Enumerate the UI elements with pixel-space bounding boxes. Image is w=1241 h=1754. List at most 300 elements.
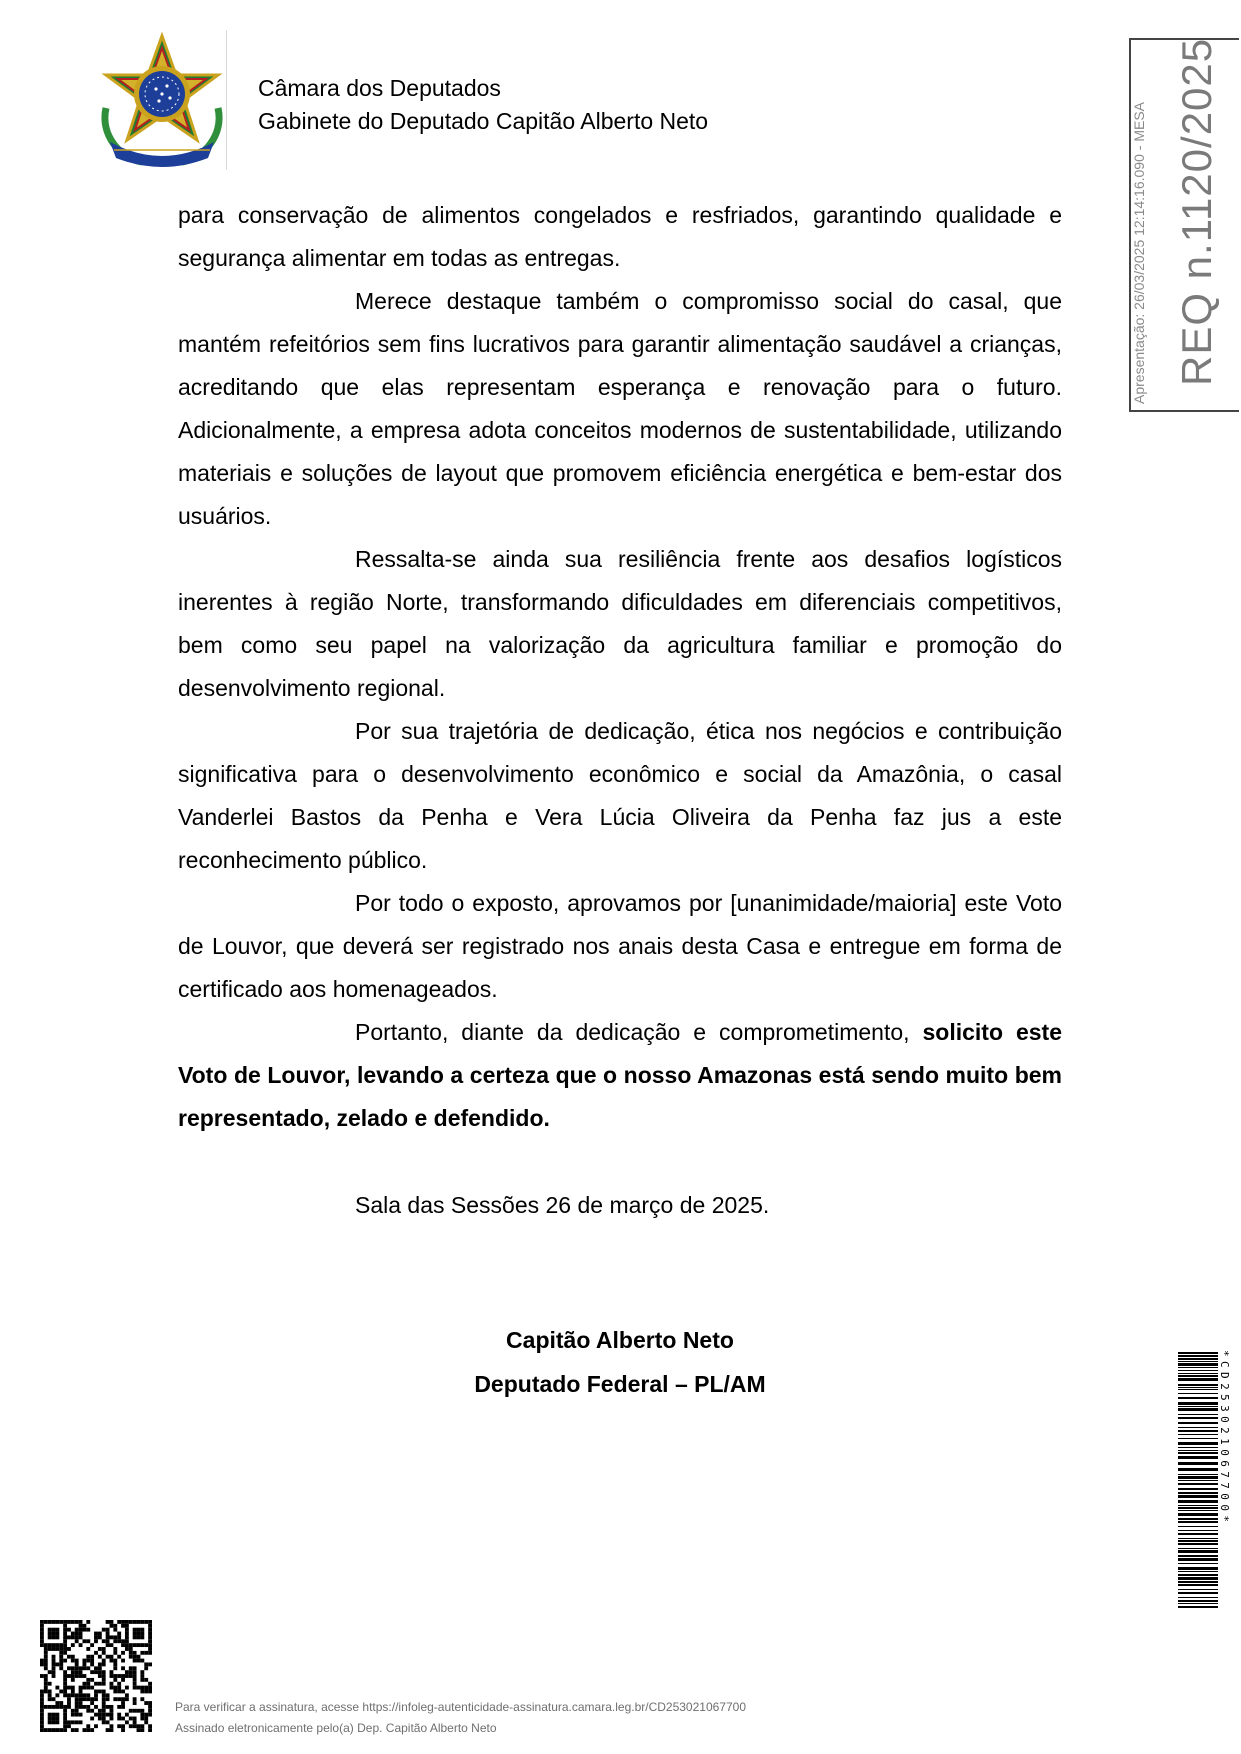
verification-footer (175, 1697, 746, 1739)
barcode-bar (1178, 1581, 1218, 1583)
qr-module (71, 1632, 75, 1636)
qr-module (82, 1674, 86, 1678)
qr-module (102, 1670, 106, 1674)
qr-module (63, 1709, 67, 1713)
qr-module (55, 1701, 59, 1705)
barcode-bar (1178, 1574, 1218, 1576)
qr-module (52, 1728, 56, 1732)
qr-module (67, 1705, 71, 1709)
qr-module (48, 1670, 52, 1674)
qr-module (67, 1686, 71, 1690)
qr-module (59, 1705, 63, 1709)
qr-module (98, 1717, 102, 1721)
qr-module (94, 1632, 98, 1636)
qr-module (79, 1686, 83, 1690)
barcode-bar (1178, 1518, 1218, 1520)
barcode-bar (1178, 1548, 1218, 1549)
qr-module (110, 1686, 114, 1690)
barcode-bar (1178, 1408, 1218, 1411)
qr-module (63, 1651, 67, 1655)
qr-module (117, 1705, 121, 1709)
qr-module (125, 1639, 129, 1643)
qr-module (148, 1690, 152, 1694)
qr-module (148, 1705, 152, 1709)
barcode-bar (1178, 1462, 1218, 1465)
qr-module (110, 1724, 114, 1728)
barcode-bar (1178, 1427, 1218, 1428)
qr-module (82, 1659, 86, 1663)
qr-module (67, 1628, 71, 1632)
qr-module (90, 1659, 94, 1663)
qr-module (75, 1697, 79, 1701)
qr-module (44, 1666, 48, 1670)
qr-module (140, 1686, 144, 1690)
qr-module (137, 1728, 141, 1732)
qr-module (117, 1724, 121, 1728)
qr-module (140, 1674, 144, 1678)
qr-module (140, 1651, 144, 1655)
qr-code-icon[interactable] (40, 1620, 152, 1732)
qr-module (55, 1713, 59, 1717)
qr-module (44, 1651, 48, 1655)
qr-module (55, 1686, 59, 1690)
qr-module (63, 1643, 67, 1647)
qr-module (148, 1686, 152, 1690)
qr-module (44, 1705, 48, 1709)
barcode-bar (1178, 1387, 1218, 1388)
barcode-bar (1178, 1438, 1218, 1439)
qr-module (94, 1690, 98, 1694)
verify-link-text[interactable]: Para verificar a assinatura, acesse https://infoleg-autenticidade-assinatura.camara.leg.br/CD253021067700 (175, 1700, 746, 1714)
qr-module (106, 1635, 110, 1639)
qr-module (121, 1728, 125, 1732)
qr-module (121, 1643, 125, 1647)
qr-module (113, 1662, 117, 1666)
qr-module (44, 1682, 48, 1686)
qr-module (52, 1720, 56, 1724)
qr-module (148, 1682, 152, 1686)
qr-module (121, 1724, 125, 1728)
barcode-bar (1178, 1447, 1218, 1448)
qr-module (144, 1643, 148, 1647)
qr-module (79, 1632, 83, 1636)
qr-module (113, 1635, 117, 1639)
qr-module (48, 1690, 52, 1694)
qr-module (117, 1639, 121, 1643)
barcode-bar (1178, 1600, 1218, 1602)
qr-module (52, 1643, 56, 1647)
qr-module (71, 1713, 75, 1717)
qr-module (148, 1701, 152, 1705)
qr-module (71, 1693, 75, 1697)
qr-module (52, 1655, 56, 1659)
qr-module (117, 1690, 121, 1694)
qr-module (98, 1682, 102, 1686)
qr-module (129, 1724, 133, 1728)
qr-module (94, 1697, 98, 1701)
qr-module (52, 1659, 56, 1663)
qr-module (113, 1678, 117, 1682)
qr-module (110, 1709, 114, 1713)
qr-module (102, 1690, 106, 1694)
qr-module (106, 1693, 110, 1697)
qr-module (75, 1639, 79, 1643)
qr-module (137, 1686, 141, 1690)
qr-module (125, 1632, 129, 1636)
qr-module (52, 1697, 56, 1701)
barcode-bar (1178, 1358, 1218, 1360)
barcode-bar (1178, 1430, 1218, 1432)
qr-module (75, 1659, 79, 1663)
qr-module (110, 1655, 114, 1659)
qr-module (67, 1701, 71, 1705)
qr-module (129, 1674, 133, 1678)
qr-module (148, 1713, 152, 1717)
barcode-bar (1178, 1526, 1218, 1527)
qr-module (75, 1720, 79, 1724)
qr-module (40, 1690, 44, 1694)
qr-module (59, 1701, 63, 1705)
barcode-bar (1178, 1434, 1218, 1435)
qr-module (63, 1678, 67, 1682)
qr-module (140, 1632, 144, 1636)
qr-module (79, 1628, 83, 1632)
paragraph-6 (178, 1011, 1062, 1140)
barcode-bar (1178, 1375, 1218, 1377)
qr-module (94, 1724, 98, 1728)
qr-module (113, 1659, 117, 1663)
qr-module (144, 1678, 148, 1682)
qr-module (40, 1713, 44, 1717)
qr-module (75, 1635, 79, 1639)
qr-module (125, 1670, 129, 1674)
barcode-bar (1178, 1417, 1218, 1419)
qr-module (121, 1701, 125, 1705)
barcode-bar (1178, 1571, 1218, 1572)
qr-module (48, 1705, 52, 1709)
qr-module (140, 1724, 144, 1728)
qr-module (75, 1728, 79, 1732)
qr-module (90, 1643, 94, 1647)
qr-module (110, 1705, 114, 1709)
qr-module (133, 1643, 137, 1647)
barcode-bar (1178, 1597, 1218, 1598)
paragraph-5: Por todo o exposto, aprovamos por [unanimidade/maioria] este Voto de Louvor, que deverá ser registrado nos anais desta Casa e entregue em forma de certificado aos homenageados. (178, 890, 1062, 1002)
qr-module (86, 1705, 90, 1709)
qr-module (106, 1728, 110, 1732)
qr-module (63, 1713, 67, 1717)
qr-module (86, 1655, 90, 1659)
qr-module (79, 1693, 83, 1697)
qr-module (98, 1674, 102, 1678)
qr-module (133, 1724, 137, 1728)
barcode-bar (1178, 1530, 1218, 1531)
qr-module (110, 1713, 114, 1717)
barcode-bar (1178, 1606, 1218, 1608)
qr-module (40, 1701, 44, 1705)
barcode-bar (1178, 1367, 1218, 1368)
qr-module (110, 1674, 114, 1678)
office-name: Gabinete do Deputado Capitão Alberto Neto (258, 108, 709, 134)
stamp-number: REQ n.1120/2025 (1173, 37, 1220, 386)
document-body (178, 194, 1062, 1140)
qr-module (63, 1624, 67, 1628)
qr-module (52, 1713, 56, 1717)
qr-module (125, 1693, 129, 1697)
qr-module (94, 1651, 98, 1655)
qr-module (121, 1666, 125, 1670)
qr-module (63, 1632, 67, 1636)
qr-module (48, 1697, 52, 1701)
qr-module (48, 1647, 52, 1651)
qr-module (125, 1643, 129, 1647)
qr-module (63, 1690, 67, 1694)
barcode-bar (1178, 1480, 1218, 1481)
qr-module (121, 1697, 125, 1701)
qr-module (40, 1643, 44, 1647)
qr-module (113, 1647, 117, 1651)
qr-module (67, 1655, 71, 1659)
qr-module (75, 1620, 79, 1624)
barcode-bar (1178, 1370, 1218, 1371)
barcode-bar (1178, 1452, 1218, 1454)
qr-module (44, 1686, 48, 1690)
qr-module (121, 1659, 125, 1663)
qr-module (133, 1635, 137, 1639)
qr-module (144, 1713, 148, 1717)
qr-module (121, 1690, 125, 1694)
qr-module (133, 1686, 137, 1690)
barcode (1178, 1350, 1218, 1608)
qr-module (52, 1628, 56, 1632)
qr-module (117, 1682, 121, 1686)
qr-module (63, 1686, 67, 1690)
barcode-bar (1178, 1540, 1218, 1542)
qr-module (67, 1620, 71, 1624)
qr-module (102, 1709, 106, 1713)
qr-module (102, 1717, 106, 1721)
qr-module (137, 1724, 141, 1728)
qr-module (102, 1682, 106, 1686)
qr-module (40, 1697, 44, 1701)
qr-module (140, 1620, 144, 1624)
qr-module (71, 1690, 75, 1694)
qr-module (133, 1674, 137, 1678)
qr-module (133, 1709, 137, 1713)
qr-module (133, 1655, 137, 1659)
qr-module (48, 1720, 52, 1724)
qr-module (110, 1635, 114, 1639)
qr-module (79, 1674, 83, 1678)
qr-module (67, 1647, 71, 1651)
qr-module (90, 1686, 94, 1690)
qr-module (40, 1628, 44, 1632)
qr-module (55, 1632, 59, 1636)
qr-module (71, 1635, 75, 1639)
qr-module (79, 1643, 83, 1647)
barcode-bar (1178, 1474, 1218, 1475)
qr-module (121, 1717, 125, 1721)
qr-module (140, 1643, 144, 1647)
qr-module (121, 1639, 125, 1643)
qr-module (98, 1670, 102, 1674)
qr-module (79, 1701, 83, 1705)
date-line: Sala das Sessões 26 de março de 2025. (355, 1192, 770, 1218)
qr-module (52, 1666, 56, 1670)
qr-module (121, 1624, 125, 1628)
qr-module (144, 1701, 148, 1705)
qr-module (148, 1724, 152, 1728)
brazil-coat-of-arms-icon (96, 30, 228, 172)
qr-module (79, 1705, 83, 1709)
barcode-bar (1178, 1442, 1218, 1445)
qr-module (94, 1713, 98, 1717)
qr-module (125, 1647, 129, 1651)
qr-module (79, 1624, 83, 1628)
qr-module (52, 1717, 56, 1721)
qr-module (102, 1628, 106, 1632)
qr-module (113, 1624, 117, 1628)
qr-module (59, 1647, 63, 1651)
qr-module (82, 1728, 86, 1732)
qr-module (98, 1666, 102, 1670)
paragraph-1: para conservação de alimentos congelados e resfriados, garantindo qualidade e segurança alimentar em todas as entregas. (178, 202, 1062, 271)
qr-module (59, 1655, 63, 1659)
qr-module (144, 1651, 148, 1655)
qr-module (98, 1647, 102, 1651)
barcode-bar (1178, 1550, 1218, 1553)
qr-module (106, 1632, 110, 1636)
qr-module (113, 1697, 117, 1701)
qr-module (86, 1728, 90, 1732)
qr-module (102, 1647, 106, 1651)
qr-module (75, 1705, 79, 1709)
qr-module (82, 1705, 86, 1709)
qr-module (121, 1651, 125, 1655)
qr-module (113, 1666, 117, 1670)
qr-module (52, 1620, 56, 1624)
qr-module (52, 1647, 56, 1651)
qr-module (106, 1705, 110, 1709)
qr-module (86, 1686, 90, 1690)
qr-module (82, 1628, 86, 1632)
qr-module (44, 1728, 48, 1732)
qr-module (40, 1728, 44, 1732)
qr-module (86, 1647, 90, 1651)
qr-module (117, 1632, 121, 1636)
qr-module (121, 1620, 125, 1624)
qr-module (86, 1724, 90, 1728)
qr-module (110, 1728, 114, 1732)
qr-module (117, 1697, 121, 1701)
barcode-bar (1178, 1521, 1218, 1523)
qr-module (144, 1686, 148, 1690)
qr-module (82, 1693, 86, 1697)
qr-module (67, 1724, 71, 1728)
qr-module (117, 1655, 121, 1659)
qr-module (44, 1674, 48, 1678)
qr-module (125, 1720, 129, 1724)
qr-module (63, 1628, 67, 1632)
qr-module (90, 1697, 94, 1701)
qr-module (102, 1662, 106, 1666)
stamp-presentation: Apresentação: 26/03/2025 12:14:16.090 - MESA (1131, 102, 1147, 404)
paragraph-6-bold: solicito este Voto de Louvor, levando a certeza que o nosso Amazonas está sendo muito bem representado, zelado e defendido. (178, 1019, 1062, 1131)
qr-module (113, 1686, 117, 1690)
barcode-bar (1178, 1402, 1218, 1405)
qr-module (94, 1682, 98, 1686)
qr-module (63, 1682, 67, 1686)
qr-module (140, 1709, 144, 1713)
qr-module (133, 1628, 137, 1632)
qr-module (71, 1643, 75, 1647)
qr-module (59, 1728, 63, 1732)
qr-module (102, 1659, 106, 1663)
qr-module (137, 1635, 141, 1639)
qr-module (75, 1701, 79, 1705)
qr-module (55, 1728, 59, 1732)
barcode-bar (1178, 1584, 1218, 1586)
qr-module (137, 1628, 141, 1632)
qr-module (133, 1678, 137, 1682)
barcode-bar (1178, 1505, 1218, 1506)
qr-module (102, 1713, 106, 1717)
qr-module (44, 1620, 48, 1624)
qr-module (110, 1659, 114, 1663)
qr-module (59, 1659, 63, 1663)
qr-module (133, 1651, 137, 1655)
qr-module (48, 1713, 52, 1717)
qr-module (106, 1697, 110, 1701)
barcode-bar (1178, 1488, 1218, 1490)
qr-module (55, 1647, 59, 1651)
qr-module (59, 1651, 63, 1655)
qr-module (59, 1666, 63, 1670)
qr-module (71, 1674, 75, 1678)
qr-module (125, 1674, 129, 1678)
qr-module (113, 1639, 117, 1643)
qr-module (40, 1635, 44, 1639)
barcode-bar (1178, 1393, 1218, 1394)
qr-module (55, 1635, 59, 1639)
barcode-bar (1178, 1567, 1218, 1570)
barcode-bar (1178, 1422, 1218, 1424)
qr-module (59, 1662, 63, 1666)
paragraph-4: Por sua trajetória de dedicação, ética nos negócios e contribuição significativa para o desenvolvimento econômico e social da Amazônia, o casal Vanderlei Bastos da Penha e Vera Lúcia Oliveira da Penha faz jus a este reconhecimento público. (178, 718, 1062, 873)
qr-module (102, 1720, 106, 1724)
barcode-bar (1178, 1468, 1218, 1471)
qr-module (63, 1620, 67, 1624)
qr-module (140, 1690, 144, 1694)
qr-module (79, 1720, 83, 1724)
qr-module (48, 1628, 52, 1632)
qr-module (148, 1709, 152, 1713)
qr-module (140, 1697, 144, 1701)
qr-module (82, 1662, 86, 1666)
qr-module (44, 1678, 48, 1682)
qr-module (40, 1624, 44, 1628)
qr-module (102, 1693, 106, 1697)
qr-module (113, 1690, 117, 1694)
qr-module (63, 1693, 67, 1697)
barcode-bar (1178, 1483, 1218, 1485)
qr-module (44, 1690, 48, 1694)
qr-module (71, 1720, 75, 1724)
qr-module (48, 1620, 52, 1624)
qr-module (86, 1678, 90, 1682)
qr-module (63, 1670, 67, 1674)
qr-module (71, 1709, 75, 1713)
